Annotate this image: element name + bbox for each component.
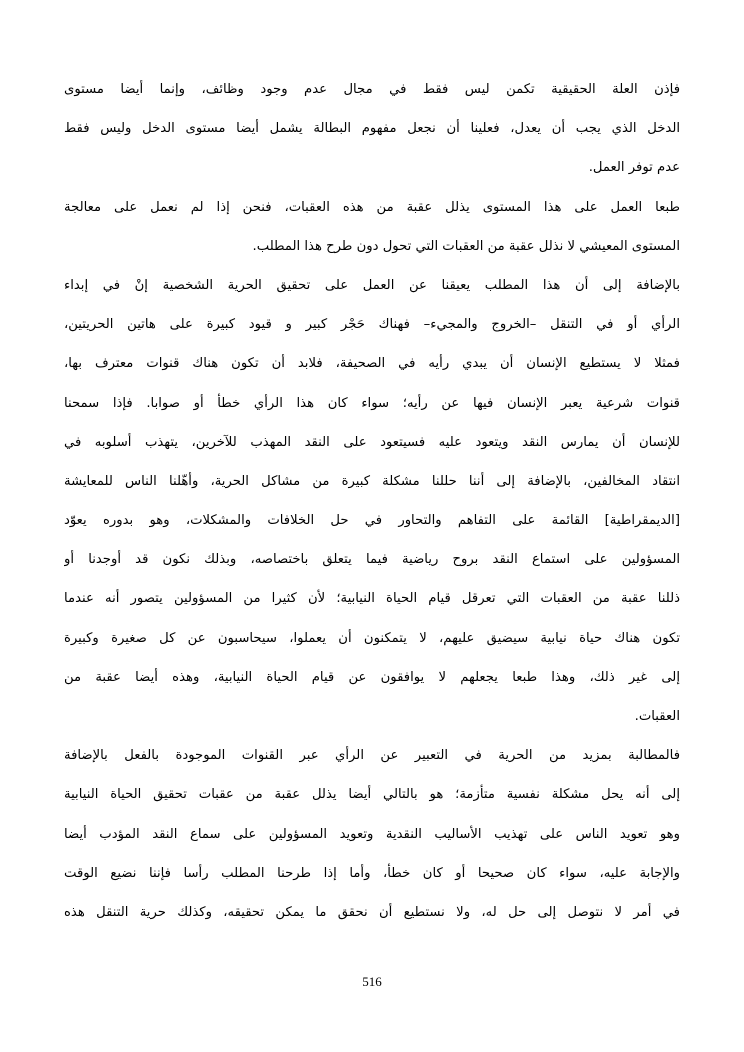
text-line: فإذن العلة الحقيقية تكمن ليس فقط في مجال عدم وجود وظائف، وإنما أيضا مستوى (64, 82, 680, 97)
text-line: فمثلا لا يستطيع الإنسان أن يبدي رأيه في الصحيفة، فلابد أن تكون هناك قنوات معترف بها، (64, 356, 680, 372)
text-line: [الديمقراطية] القائمة على التفاهم والتحاور في حل الخلافات والمشكلات، وهو بدوره يعوّد (64, 513, 680, 529)
text-line: المستوى المعيشي لا نذلل عقبة من العقبات التي تحول دون طرح هذا المطلب. (252, 238, 680, 254)
paragraph-3 (64, 266, 680, 736)
text-line: إلى أنه يحل مشكلة نفسية متأزمة؛ هو بالتالي أيضا يذلل عقبة من عقبات تحقيق الحياة النيابية (64, 787, 680, 803)
text-line: العقبات. (634, 709, 680, 724)
paragraph-4 (64, 736, 680, 932)
text-line: وهو تعويد الناس على تهذيب الأساليب النقدية وتعويد المسؤولين على سماع النقد المؤدب أيضا (64, 826, 680, 842)
text-line: للإنسان أن يمارس النقد ويتعود عليه فسيتعود على النقد المهذب للآخرين، يتهذب أسلوبه في (64, 434, 680, 450)
text-line: والإجابة عليه، سواء كان صحيحا أو كان خطأ، وأما إذا طرحنا المطلب رأسا فإننا نضيع الوقت (64, 865, 680, 881)
text-line: قنوات شرعية يعبر الإنسان فيها عن رأيه؛ سواء كان هذا الرأي خطأ أو صوابا. فإذا سمحنا (64, 395, 680, 411)
text-line: بالإضافة إلى أن هذا المطلب يعيقنا عن العمل على تحقيق الحرية الشخصية إنْ في إبداء (64, 277, 680, 293)
text-line: ذللنا عقبة من العقبات التي تعرقل قيام الحياة النيابية؛ لأن كثيرا من المسؤولين يتصور أنه عندما (64, 591, 680, 607)
text-line: في أمر لا نتوصل إلى حل له، ولا نستطيع أن نحقق ما يمكن تحقيقه، وكذلك حرية التنقل هذه (64, 904, 680, 920)
text-line: الرأي أو في التنقل –الخروج والمجيء– فهناك حَجْر كبير و قيود كبيرة على هاتين الحريتين، (64, 317, 680, 333)
document-body (64, 70, 680, 932)
text-line: انتقاد المخالفين، بالإضافة إلى أننا حللنا مشكلة كبيرة من مشاكل الحرية، وأهّلنا الناس للمعايشة (64, 473, 680, 489)
paragraph-2 (64, 188, 680, 266)
text-line: عدم توفر العمل. (588, 160, 680, 176)
text-line: الدخل الذي يجب أن يعدل، فعلينا أن نجعل مفهوم البطالة يشمل أيضا مستوى الدخل وليس فقط (64, 121, 680, 137)
paragraph-1 (64, 70, 680, 188)
text-line: المسؤولين على استماع النقد بروح رياضية فيما يتعلق باختصاصه، وبذلك نكون قد أوجدنا أو (64, 552, 680, 568)
text-line: تكون هناك حياة نيابية سيضيق عليهم، لا يتمكنون أن يعملوا، سيحاسبون عن كل صغيرة وكبيرة (64, 630, 680, 646)
text-line: طبعا العمل على هذا المستوى يذلل عقبة من هذه العقبات، فنحن إذا لم نعمل على معالجة (64, 199, 680, 215)
text-line: إلى غير ذلك، وهذا طبعا يجعلهم لا يوافقون عن قيام الحياة النيابية، وهذه أيضا عقبة من (64, 669, 680, 685)
text-line: فالمطالبة بمزيد من الحرية في التعبير عن الرأي عبر القنوات الموجودة بالفعل بالإضافة (64, 748, 680, 764)
page-number: 516 (362, 974, 382, 989)
